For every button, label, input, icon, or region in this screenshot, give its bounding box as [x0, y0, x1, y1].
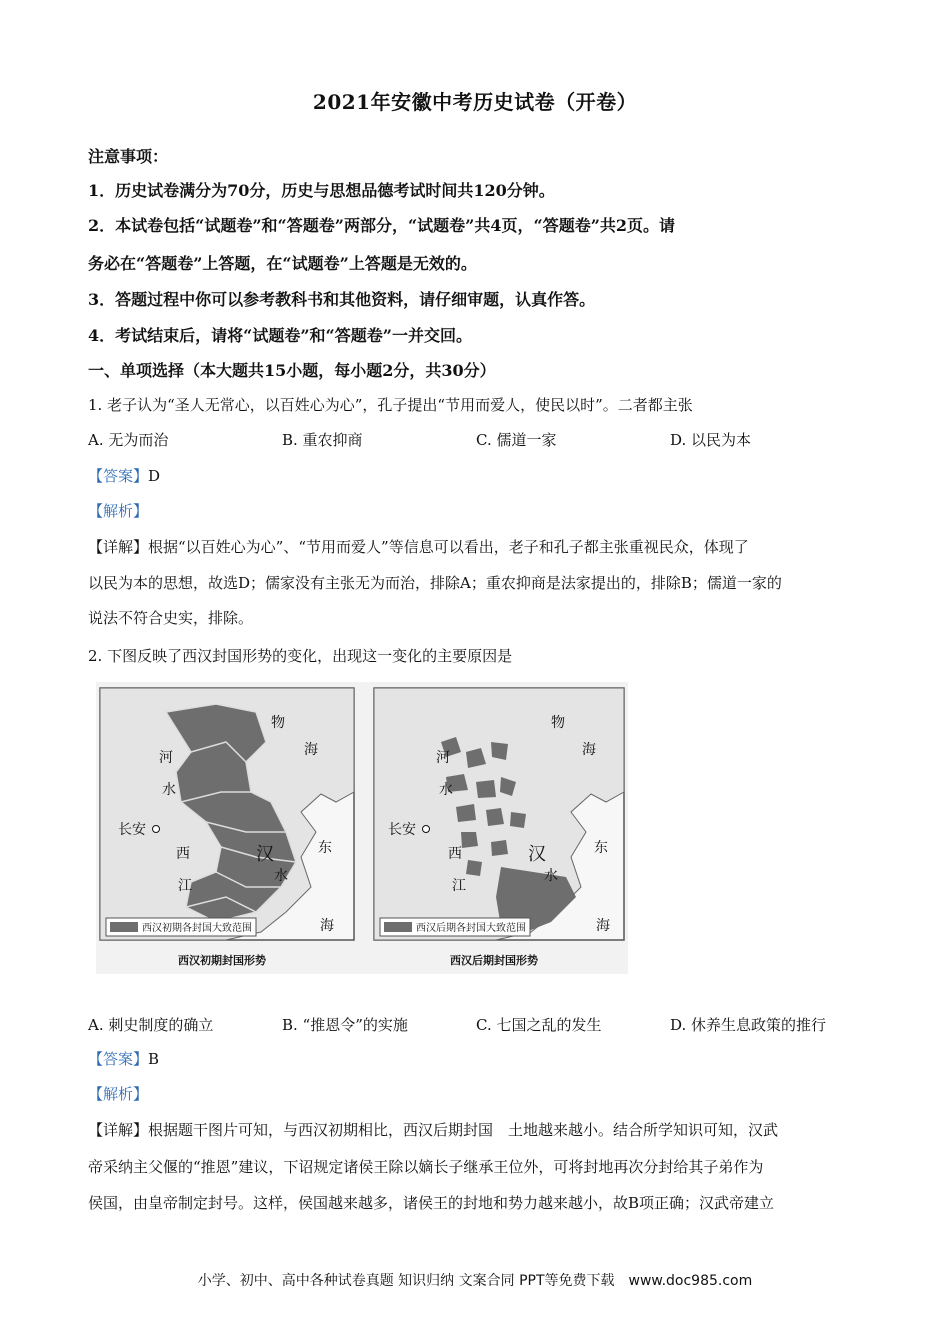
- left-label-shui2: 水: [274, 868, 288, 884]
- left-label-han: 汉: [256, 844, 274, 865]
- right-label-shui1: 水: [439, 782, 453, 798]
- right-label-shui2: 水: [544, 868, 558, 884]
- right-label-dong: 东: [594, 840, 608, 856]
- right-fief-9: [510, 812, 526, 828]
- q1-detail-3: 说法不符合史实，排除。: [88, 609, 254, 627]
- right-fief-8: [486, 808, 504, 826]
- q2-stem: 2. 下图反映了西汉封国形势的变化，出现这一变化的主要原因是: [88, 647, 513, 665]
- q1-option-a: A. 无为而治: [88, 431, 169, 449]
- right-label-jiang: 江: [452, 878, 466, 894]
- right-fief-10: [461, 832, 478, 848]
- right-map-caption: 西汉后期封国形势: [450, 954, 538, 967]
- left-label-jiang: 江: [178, 878, 192, 894]
- q1-answer: [88, 465, 868, 486]
- right-fief-3: [491, 742, 508, 760]
- exam-title: 2021年安徽中考历史试卷（开卷）: [312, 90, 638, 114]
- answer-value: B: [148, 1050, 160, 1068]
- right-label-hai2: 海: [596, 918, 610, 934]
- q2-option-c: C. 七国之乱的发生: [476, 1016, 602, 1034]
- right-label-changan: 长安: [388, 822, 416, 838]
- q2-analysis-tag: 【解析】: [88, 1085, 149, 1103]
- right-label-he: 河: [436, 750, 450, 766]
- q2-answer: [88, 1048, 868, 1069]
- left-legend-text: 西汉初期各封国大致范围: [142, 923, 252, 934]
- q1-detail-1: [88, 536, 868, 557]
- left-label-hai2: 海: [320, 918, 334, 934]
- left-label-dong: 东: [318, 840, 332, 856]
- page-footer: 小学、初中、高中各种试卷真题 知识归纳 文案合同 PPT等免费下载 www.doc985.com: [197, 1273, 753, 1289]
- q1-option-d: D. 以民为本: [670, 431, 752, 449]
- detail-text: 根据“以百姓心为心”、“节用而爱人”等信息可以看出，老子和孔子都主张重视民众，体现了: [148, 538, 749, 556]
- answer-tag: 【答案】: [88, 467, 149, 485]
- q2-option-d: D. 休养生息政策的推行: [670, 1016, 827, 1034]
- right-fief-11: [491, 840, 508, 856]
- left-label-wu: 物: [271, 715, 285, 731]
- q1-detail-2: 以民为本的思想，故选D；儒家没有主张无为而治，排除A；重农抑商是法家提出的，排除B；儒道一家的: [88, 574, 782, 592]
- detail-tag: 【详解】: [88, 1121, 149, 1139]
- right-label-hai1: 海: [582, 742, 596, 758]
- left-label-xi: 西: [176, 846, 190, 862]
- right-legend-text: 西汉后期各封国大致范围: [416, 923, 526, 934]
- q2-detail-2: 帝采纳主父偃的“推恩”建议，下诏规定诸侯王除以嫡长子继承王位外，可将封地再次分封给其子弟作为: [88, 1158, 764, 1176]
- left-label-shui1: 水: [162, 782, 176, 798]
- notice-item-2: 2．本试卷包括“试题卷”和“答题卷”两部分，“试题卷”共4页，“答题卷”共2页。请: [88, 216, 676, 235]
- right-fief-12: [466, 860, 482, 876]
- right-label-wu: 物: [551, 715, 565, 731]
- left-changan-marker: [153, 826, 160, 833]
- right-label-han: 汉: [528, 844, 546, 865]
- notice-heading: 注意事项：: [88, 147, 169, 166]
- notice-item-1: 1．历史试卷满分为70分，历史与思想品德考试时间共120分钟。: [88, 181, 555, 200]
- detail-tag: 【详解】: [88, 538, 149, 556]
- maps-svg: [96, 682, 628, 974]
- q2-option-a: A. 刺史制度的确立: [88, 1016, 214, 1034]
- left-label-hai1: 海: [304, 742, 318, 758]
- detail-text: 根据题干图片可知，与西汉初期相比，西汉后期封国 土地越来越小。结合所学知识可知，汉武: [148, 1121, 779, 1139]
- section-heading: 一、单项选择（本大题共15小题，每小题2分，共30分）: [88, 361, 496, 380]
- left-map-caption: 西汉初期封国形势: [178, 954, 266, 967]
- right-fief-7: [456, 804, 476, 822]
- right-label-xi: 西: [448, 846, 462, 862]
- right-fief-5: [476, 780, 496, 798]
- notice-item-3: 3．答题过程中你可以参考教科书和其他资料，请仔细审题，认真作答。: [88, 290, 596, 309]
- notice-item-2-cont: 务必在“答题卷”上答题，在“试题卷”上答题是无效的。: [88, 254, 477, 273]
- answer-value: D: [148, 467, 161, 485]
- notice-item-4: 4．考试结束后，请将“试题卷”和“答题卷”一并交回。: [88, 326, 472, 345]
- left-label-he: 河: [159, 750, 173, 766]
- answer-tag: 【答案】: [88, 1050, 149, 1068]
- right-changan-marker: [423, 826, 430, 833]
- q2-detail-3: 侯国，由皇帝制定封号。这样，侯国越来越多，诸侯王的封地和势力越来越小，故B项正确；汉武帝建立: [88, 1194, 775, 1212]
- q1-analysis-tag: 【解析】: [88, 502, 149, 520]
- q1-stem: 1. 老子认为“圣人无常心，以百姓心为心”，孔子提出“节用而爱人，使民以时”。二者都主张: [88, 396, 693, 414]
- han-fief-maps-figure: [96, 682, 628, 974]
- left-label-changan: 长安: [118, 822, 146, 838]
- q2-detail-1: [88, 1119, 868, 1140]
- left-legend-swatch: [110, 922, 138, 932]
- q1-option-c: C. 儒道一家: [476, 431, 557, 449]
- q2-option-b: B. “推恩令”的实施: [282, 1016, 408, 1034]
- right-legend-swatch: [384, 922, 412, 932]
- q1-option-b: B. 重农抑商: [282, 431, 363, 449]
